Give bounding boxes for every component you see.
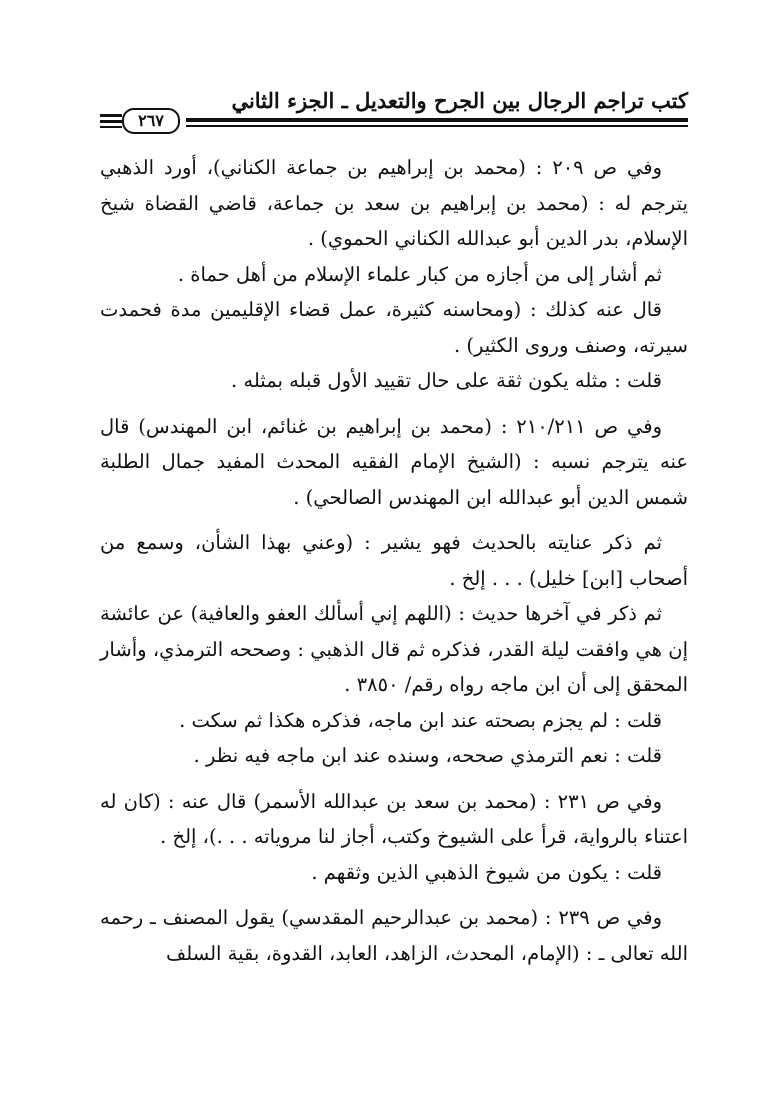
paragraph: قال عنه كذلك : (ومحاسنه كثيرة، عمل قضاء الإقليمين مدة فحمدت سيرته، وصنف وروى الكثير) .: [100, 298, 688, 357]
header-rule-thick: [186, 118, 688, 122]
header-title: كتب تراجم الرجال بين الجرح والتعديل ـ الجزء الثاني: [231, 88, 688, 113]
paragraph: قلت : يكون من شيوخ الذهبي الذين وثقهم .: [311, 860, 662, 884]
paragraph: وفي ص ٢٣٩ : (محمد بن عبدالرحيم المقدسي) يقول المصنف ـ رحمه الله تعالى ـ : (الإمام، المحدث، الزاهد، العابد، القدوة، بقية السلف: [100, 906, 688, 965]
paragraph: وفي ص ٢٣١ : (محمد بن سعد بن عبدالله الأسمر) قال عنه : (كان له اعتناء بالرواية، قرأ على الشيوخ وكتب، أجاز لنا مروياته . . .)، إلخ .: [100, 789, 688, 848]
paragraph: ثم أشار إلى من أجازه من كبار علماء الإسلام من أهل حماة .: [177, 262, 662, 286]
paragraph: ثم ذكر في آخرها حديث : (اللهم إني أسألك العفو والعافية) عن عائشة إن هي وافقت ليلة القدر، فذكره ثم قال الذهبي : وصححه الترمذي، وأشار المحقق إلى أن ابن ماجه رواه رقم/ ٣٨٥٠ .: [100, 602, 688, 696]
running-header: [100, 86, 688, 136]
paragraph: قلت : نعم الترمذي صححه، وسنده عند ابن ماجه فيه نظر .: [193, 744, 662, 767]
page-number-ornament: [100, 108, 182, 132]
ornament-line: [100, 126, 122, 128]
body-text: [100, 150, 688, 971]
paragraph: وفي ص ٢١٠/٢١١ : (محمد بن إبراهيم بن غنائم، ابن المهندس) قال عنه يترجم نسبه : (الشيخ الإمام الفقيه المحدث المفيد جمال الطلبة شمس الدين أبو عبدالله ابن المهندس الصالحي) .: [100, 414, 688, 509]
ornament-line: [100, 120, 122, 123]
ornament-line: [100, 114, 122, 117]
paragraph: ثم ذكر عنايته بالحديث فهو يشير : (وعني بهذا الشأن، وسمع من أصحاب [ابن] خليل) . . . إلخ .: [100, 531, 688, 590]
paragraph: قلت : مثله يكون ثقة على حال تقييد الأول قبله بمثله .: [231, 369, 662, 392]
paragraph: وفي ص ٢٠٩ : (محمد بن إبراهيم بن جماعة الكناني)، أورد الذهبي يترجم له : (محمد بن إبراهيم بن سعد بن جماعة، قاضي القضاة شيخ الإسلام، بدر الدين أبو عبدالله الكناني الحموي) .: [100, 156, 688, 250]
header-rule-thin: [186, 125, 688, 127]
page-number: ٢٦٧: [122, 108, 180, 134]
paragraph: قلت : لم يجزم بصحته عند ابن ماجه، فذكره هكذا ثم سكت .: [179, 708, 662, 732]
